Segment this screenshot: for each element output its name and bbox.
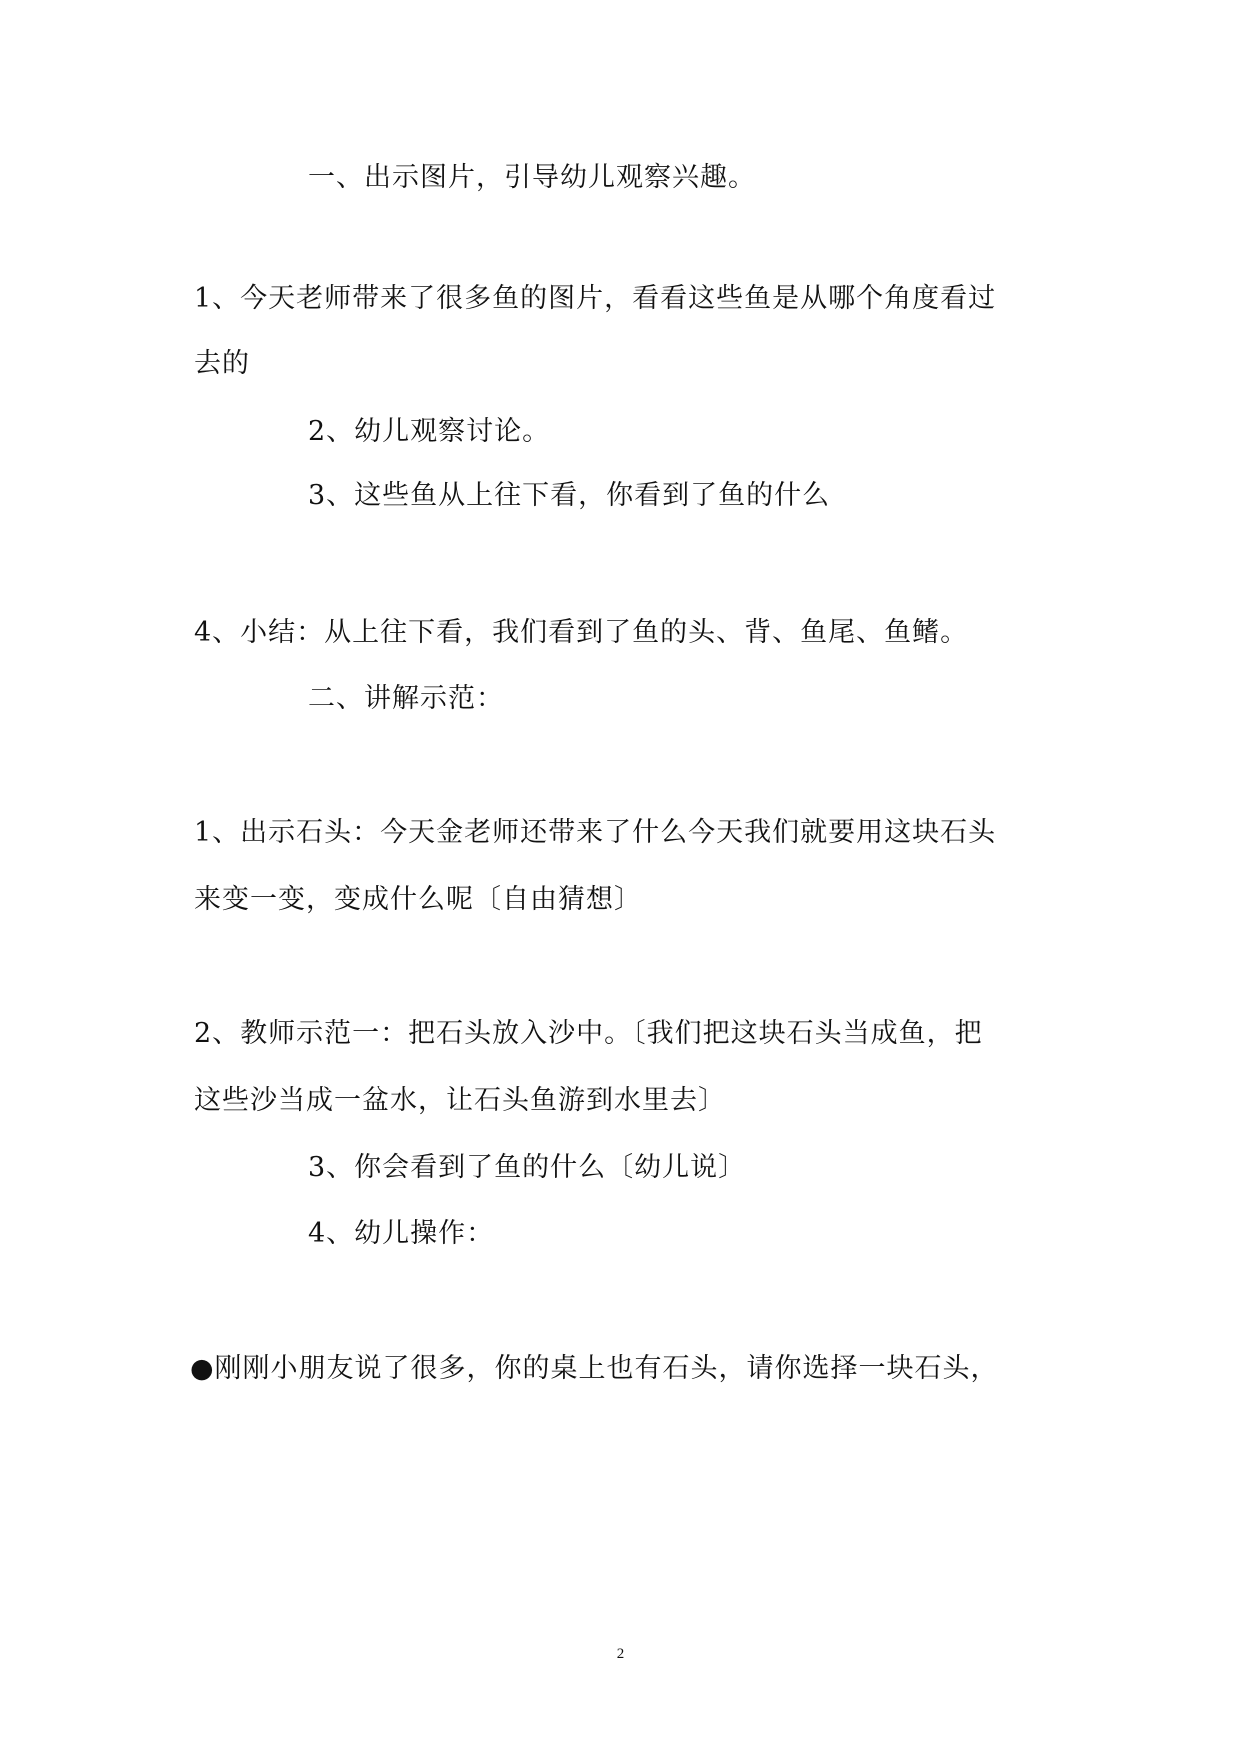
bullet-line: ●刚刚小朋友说了很多，你的桌上也有石头，请你选择一块石头， (190, 1353, 999, 1384)
paragraph-line: 1、今天老师带来了很多鱼的图片，看看这些鱼是从哪个角度看过 (194, 283, 997, 314)
paragraph-line: 4、幼儿操作： (308, 1218, 495, 1249)
paragraph-line: 2、幼儿观察讨论。 (308, 416, 551, 447)
page-number: 2 (616, 1646, 625, 1662)
section-heading-2: 二、讲解示范： (308, 683, 504, 714)
paragraph-line: 1、出示石头：今天金老师还带来了什么今天我们就要用这块石头 (194, 817, 997, 848)
paragraph-line: 去的 (194, 348, 250, 379)
paragraph-line: 这些沙当成一盆水，让石头鱼游到水里去〕 (194, 1085, 726, 1116)
paragraph-line: 来变一变，变成什么呢〔自由猜想〕 (194, 884, 642, 915)
paragraph-line: 2、教师示范一：把石头放入沙中。〔我们把这块石头当成鱼，把 (194, 1018, 983, 1049)
section-heading-1: 一、出示图片，引导幼儿观察兴趣。 (308, 162, 756, 193)
paragraph-line: 3、你会看到了鱼的什么〔幼儿说〕 (308, 1152, 747, 1183)
paragraph-line: 3、这些鱼从上往下看，你看到了鱼的什么 (308, 480, 831, 511)
paragraph-line: 4、小结：从上往下看，我们看到了鱼的头、背、鱼尾、鱼鳍。 (194, 617, 969, 648)
